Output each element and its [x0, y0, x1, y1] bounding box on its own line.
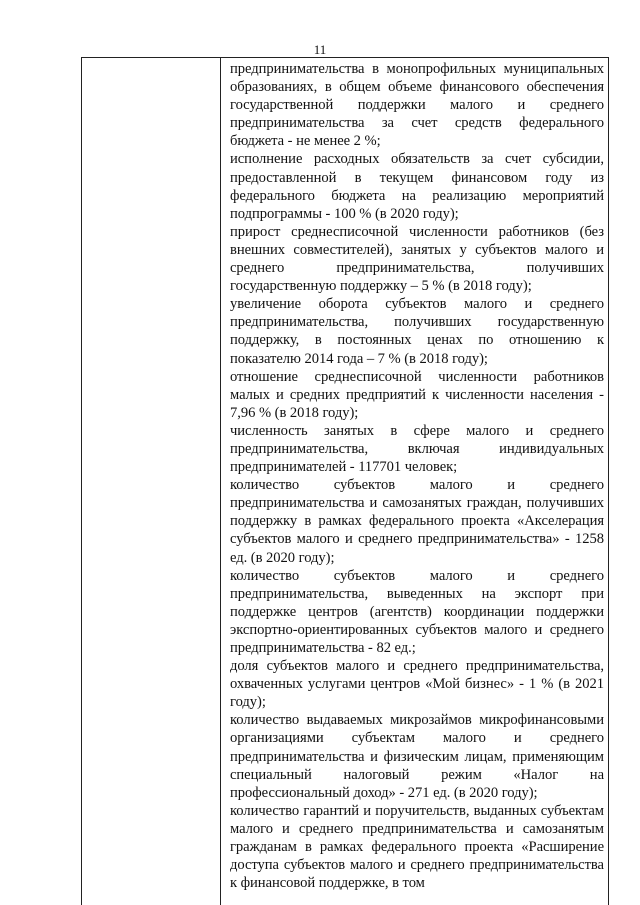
indicator-paragraph: предпринимательства в монопрофильных муниципальных образованиях, в общем объеме финансового обеспечения государственной поддержки малого и среднего предпринимательства за счет средств федерального бюджета - не менее 2 %;: [230, 61, 604, 150]
indicator-paragraph: количество субъектов малого и среднего предпринимательства и самозанятых граждан, получивших поддержку в рамках федерального проекта «Акселерация субъектов малого и среднего предпринимательства» - 1258 ед. (в 2020 году);: [230, 477, 604, 566]
indicator-paragraph: количество субъектов малого и среднего предпринимательства, выведенных на экспорт при поддержке центров (агентств) координации поддержки экспортно-ориентированных субъектов малого и среднего предпринимательства - 82 ед.;: [230, 567, 604, 656]
indicator-paragraph: увеличение оборота субъектов малого и среднего предпринимательства, получивших государственную поддержку, в постоянных ценах по отношению к показателю 2014 года – 7 % (в 2018 году);: [230, 296, 604, 367]
indicator-paragraph: исполнение расходных обязательств за счет субсидии, предоставленной в текущем финансовом году из федерального бюджета на реализацию мероприятий подпрограммы - 100 % (в 2020 году);: [230, 151, 604, 222]
indicator-paragraph: прирост среднесписочной численности работников (без внешних совместителей), занятых у субъектов малого и среднего предпринимательства, получивших государственную поддержку – 5 % (в 2018 году);: [230, 223, 604, 295]
table-right-cell: [230, 60, 604, 892]
indicator-paragraph: количество выдаваемых микрозаймов микрофинансовыми организациями субъектам малого и среднего предпринимательства и физическим лицам, применяющим специальный налоговый режим «Налог на профессиональный доход» - 271 ед. (в 2020 году);: [230, 712, 604, 801]
indicator-paragraph: отношение среднесписочной численности работников малых и средних предприятий к численности населения - 7,96 % (в 2018 году);: [230, 368, 604, 421]
indicator-paragraph: численность занятых в сфере малого и среднего предпринимательства, включая индивидуальных предпринимателей - 117701 человек;: [230, 422, 604, 476]
indicator-paragraph: количество гарантий и поручительств, выданных субъектам малого и среднего предпринимательства и самозанятым гражданам в рамках федерального проекта «Расширение доступа субъектов малого и среднего предпринимательства к финансовой поддержке, в том: [230, 802, 604, 892]
document-table: [81, 57, 609, 905]
indicator-paragraph: доля субъектов малого и среднего предпринимательства, охваченных услугами центров «Мой бизнес» - 1 % (в 2021 году);: [230, 658, 604, 711]
page-number: 11: [313, 42, 327, 57]
table-left-cell: [82, 58, 221, 905]
